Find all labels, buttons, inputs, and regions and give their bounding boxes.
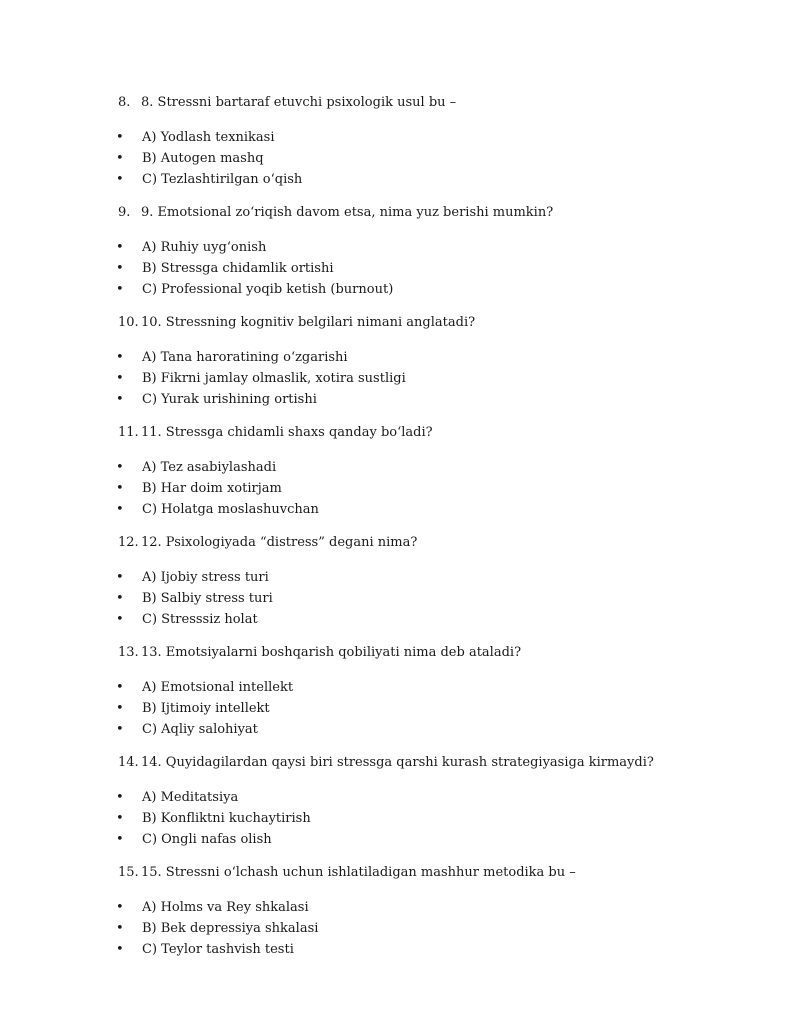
option-text: C) Yurak urishining ortishi xyxy=(142,392,317,407)
option-item xyxy=(0,808,800,829)
bullet-icon: • xyxy=(116,392,124,407)
bullet-icon: • xyxy=(116,591,124,606)
question-block xyxy=(0,202,800,300)
question-block xyxy=(0,92,800,190)
option-text: A) Ijobiy stress turi xyxy=(142,570,269,585)
bullet-icon: • xyxy=(116,942,124,957)
option-text: C) Holatga moslashuvchan xyxy=(142,502,319,517)
bullet-icon: • xyxy=(116,481,124,496)
question-number: 11. xyxy=(118,425,139,440)
option-item xyxy=(0,478,800,499)
bullet-icon: • xyxy=(116,130,124,145)
option-item xyxy=(0,457,800,478)
question-text: 11. Stressga chidamli shaxs qanday bo‘ladi? xyxy=(141,425,433,440)
option-text: C) Professional yoqib ketish (burnout) xyxy=(142,282,394,297)
option-item xyxy=(0,787,800,808)
bullet-icon: • xyxy=(116,570,124,585)
option-list xyxy=(0,567,800,630)
question-number: 12. xyxy=(118,535,139,550)
option-list xyxy=(0,677,800,740)
option-text: B) Bek depressiya shkalasi xyxy=(142,921,319,936)
question-number: 15. xyxy=(118,865,139,880)
option-text: A) Ruhiy uyg‘onish xyxy=(142,240,267,255)
question-block xyxy=(0,312,800,410)
bullet-icon: • xyxy=(116,900,124,915)
question-line xyxy=(0,202,800,223)
question-text: 8. Stressni bartaraf etuvchi psixologik usul bu – xyxy=(141,95,457,110)
bullet-icon: • xyxy=(116,722,124,737)
bullet-icon: • xyxy=(116,790,124,805)
option-text: A) Yodlash texnikasi xyxy=(142,130,275,145)
option-item xyxy=(0,258,800,279)
question-block xyxy=(0,862,800,960)
option-text: C) Stresssiz holat xyxy=(142,612,258,627)
option-item xyxy=(0,719,800,740)
option-list xyxy=(0,787,800,850)
option-list xyxy=(0,457,800,520)
question-line xyxy=(0,862,800,883)
option-text: C) Ongli nafas olish xyxy=(142,832,272,847)
question-text: 10. Stressning kognitiv belgilari nimani anglatadi? xyxy=(141,315,476,330)
option-item xyxy=(0,368,800,389)
question-block xyxy=(0,752,800,850)
option-text: B) Konfliktni kuchaytirish xyxy=(142,811,311,826)
option-text: B) Autogen mashq xyxy=(142,151,264,166)
option-text: A) Tez asabiylashadi xyxy=(142,460,277,475)
option-text: A) Tana haroratining o‘zgarishi xyxy=(142,350,348,365)
bullet-icon: • xyxy=(116,701,124,716)
option-item xyxy=(0,588,800,609)
bullet-icon: • xyxy=(116,172,124,187)
document-body xyxy=(0,92,800,972)
option-item xyxy=(0,127,800,148)
question-line xyxy=(0,752,800,773)
option-text: C) Aqliy salohiyat xyxy=(142,722,258,737)
question-line xyxy=(0,532,800,553)
bullet-icon: • xyxy=(116,811,124,826)
option-item xyxy=(0,939,800,960)
option-item xyxy=(0,389,800,410)
option-list xyxy=(0,347,800,410)
question-text: 14. Quyidagilardan qaysi biri stressga qarshi kurash strategiyasiga kirmaydi? xyxy=(141,755,654,770)
option-item xyxy=(0,897,800,918)
question-block xyxy=(0,642,800,740)
question-line xyxy=(0,642,800,663)
option-list xyxy=(0,897,800,960)
option-text: A) Emotsional intellekt xyxy=(142,680,294,695)
bullet-icon: • xyxy=(116,832,124,847)
bullet-icon: • xyxy=(116,350,124,365)
option-text: B) Fikrni jamlay olmaslik, xotira sustligi xyxy=(142,371,406,386)
option-item xyxy=(0,698,800,719)
question-text: 13. Emotsiyalarni boshqarish qobiliyati nima deb ataladi? xyxy=(141,645,522,660)
bullet-icon: • xyxy=(116,680,124,695)
option-item xyxy=(0,347,800,368)
question-text: 15. Stressni o‘lchash uchun ishlatiladigan mashhur metodika bu – xyxy=(141,865,576,880)
option-item xyxy=(0,829,800,850)
question-number: 9. xyxy=(118,205,131,220)
option-item xyxy=(0,499,800,520)
question-text: 12. Psixologiyada “distress” degani nima? xyxy=(141,535,418,550)
option-text: A) Holms va Rey shkalasi xyxy=(142,900,309,915)
question-number: 14. xyxy=(118,755,139,770)
option-item xyxy=(0,567,800,588)
option-text: B) Har doim xotirjam xyxy=(142,481,282,496)
bullet-icon: • xyxy=(116,921,124,936)
option-item xyxy=(0,609,800,630)
option-text: B) Stressga chidamlik ortishi xyxy=(142,261,334,276)
option-text: B) Ijtimoiy intellekt xyxy=(142,701,270,716)
question-line xyxy=(0,92,800,113)
question-number: 8. xyxy=(118,95,131,110)
option-item xyxy=(0,148,800,169)
question-text: 9. Emotsional zo‘riqish davom etsa, nima yuz berishi mumkin? xyxy=(141,205,554,220)
question-block xyxy=(0,532,800,630)
bullet-icon: • xyxy=(116,261,124,276)
option-text: C) Tezlashtirilgan o‘qish xyxy=(142,172,303,187)
option-item xyxy=(0,677,800,698)
option-list xyxy=(0,237,800,300)
question-line xyxy=(0,422,800,443)
question-number: 13. xyxy=(118,645,139,660)
question-line xyxy=(0,312,800,333)
bullet-icon: • xyxy=(116,240,124,255)
bullet-icon: • xyxy=(116,502,124,517)
bullet-icon: • xyxy=(116,371,124,386)
question-number: 10. xyxy=(118,315,139,330)
option-text: A) Meditatsiya xyxy=(142,790,239,805)
bullet-icon: • xyxy=(116,460,124,475)
option-text: C) Teylor tashvish testi xyxy=(142,942,294,957)
option-list xyxy=(0,127,800,190)
bullet-icon: • xyxy=(116,151,124,166)
option-item xyxy=(0,237,800,258)
bullet-icon: • xyxy=(116,282,124,297)
option-item xyxy=(0,918,800,939)
option-item xyxy=(0,169,800,190)
option-item xyxy=(0,279,800,300)
option-text: B) Salbiy stress turi xyxy=(142,591,273,606)
bullet-icon: • xyxy=(116,612,124,627)
question-block xyxy=(0,422,800,520)
